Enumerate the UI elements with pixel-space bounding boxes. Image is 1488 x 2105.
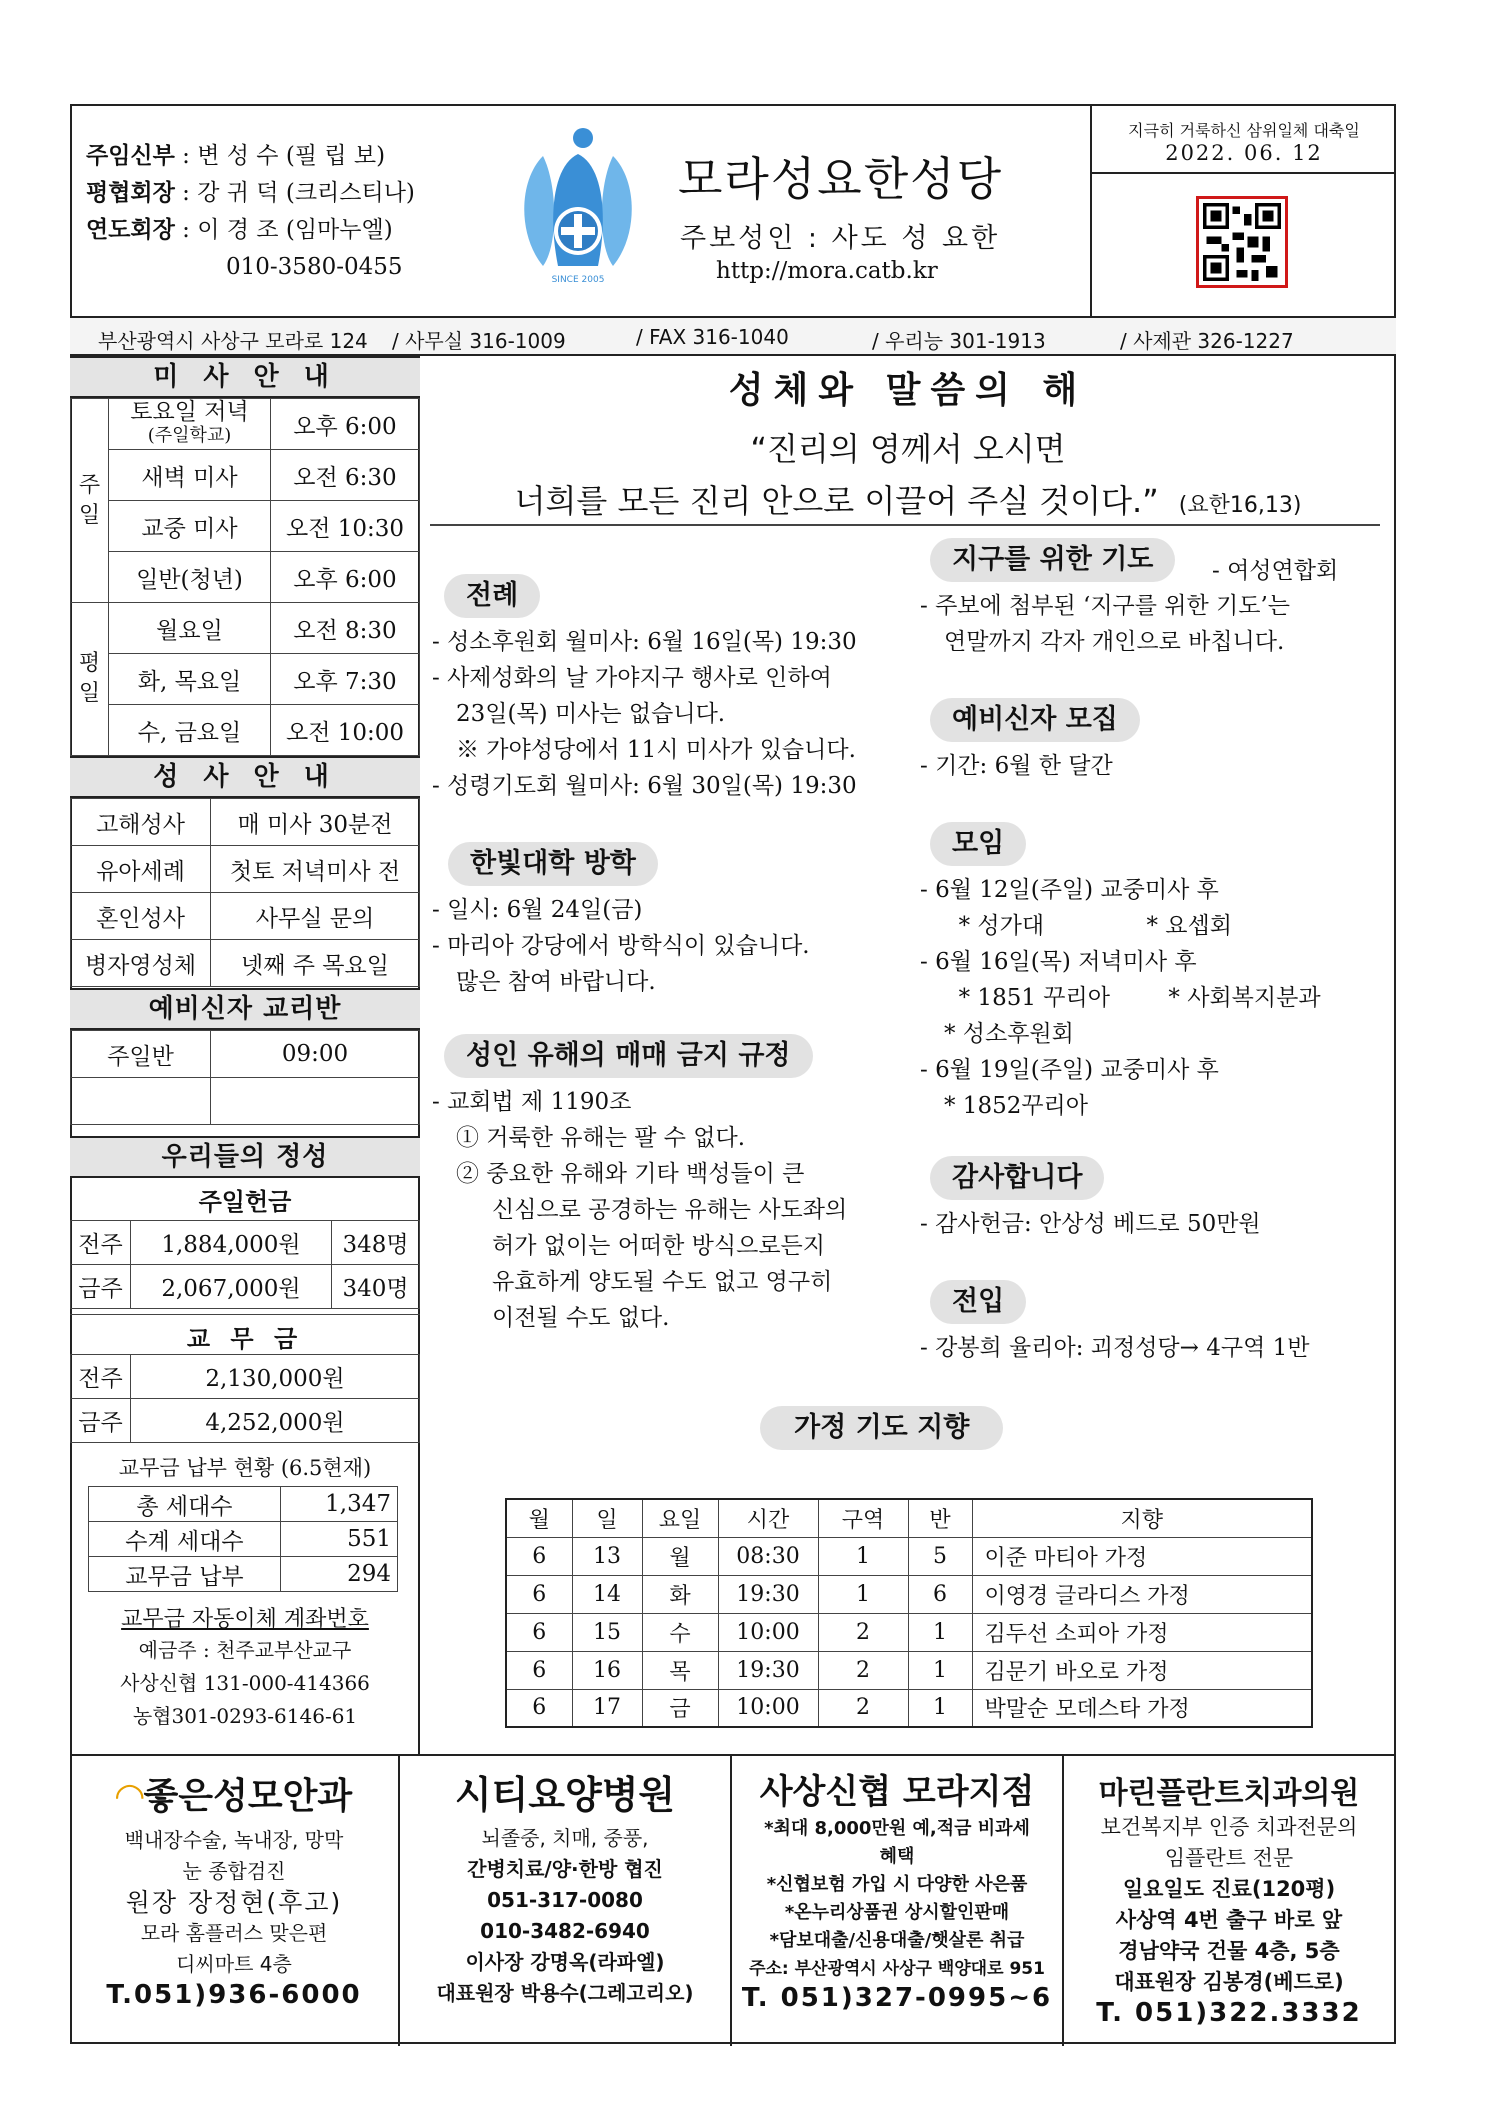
ad-title: ◠좋은성모안과 [115,1776,353,1817]
mass-heading: 미 사 안 내 [70,356,420,398]
text-line: - 성소후원회 월미사: 6월 16일(목) 19:30 [432,629,857,655]
table-row [71,1078,420,1125]
table-row [89,1487,398,1522]
divider [1090,174,1092,316]
ad-care-hospital[interactable] [400,1756,732,2046]
table-cell: 10:00 [718,1613,818,1651]
table-row [71,940,420,987]
table-row [71,603,420,654]
table-row [71,552,420,603]
clergy-row: 연도회장 : 이 경 조 (임마누엘) [86,217,393,243]
clergy-list [86,138,415,286]
table-row [71,893,420,940]
clergy-name: 이 경 조 [197,217,279,243]
clergy-saint: (크리스티나) [285,180,415,206]
qr-code-icon[interactable] [1196,196,1288,288]
ad-row [70,1754,1396,2044]
table-row [506,1689,1312,1727]
recruit-body [920,748,1113,784]
ad-line: 임플란트 전문 [1164,1846,1294,1870]
section-title-transfer: 전입 [930,1280,1026,1324]
ad-line: 경남약국 건물 4층, 5층 [1118,1939,1340,1963]
table-cell: 16 [572,1651,642,1689]
sunday-offering-table [70,1220,420,1309]
sacrament-name: 병자영성체 [71,940,211,987]
text-line: ② 중요한 유해와 기타 백성들이 큰 [456,1161,805,1187]
ad-line: *온누리상품권 상시할인판매 [784,1902,1010,1923]
ad-line: 보건복지부 인증 치과전문의 [1100,1815,1358,1839]
table-row [71,1399,420,1443]
table-cell: 1 [908,1651,972,1689]
section-title-relics: 성인 유해의 매매 금지 규정 [444,1034,813,1078]
section-title-recruit: 예비신자 모집 [930,698,1140,742]
dues-status-heading: 교무금 납부 현황 (6.5현재) [118,1456,372,1480]
table-cell: 이영경 글라디스 가정 [972,1575,1312,1613]
ad-line: 일요일도 진료(120평) [1122,1877,1336,1901]
table-row [71,1355,420,1399]
table-cell: 13 [572,1537,642,1575]
status-value: 1,347 [280,1487,397,1522]
mass-table [70,398,420,756]
mass-name: 수, 금요일 [109,705,271,756]
ad-phone: T.051)936-6000 [106,1980,362,2010]
sacrament-heading: 성 사 안 내 [70,756,420,798]
table-cell: 박말순 모데스타 가정 [972,1689,1312,1727]
dues-heading: 교 무 금 [70,1314,420,1354]
table-row [71,1031,420,1078]
clergy-row: 주임신부 : 변 성 수 (필 립 보) [86,143,386,169]
section-title-family-prayer: 가정 기도 지향 [760,1406,1003,1450]
table-row [71,1265,420,1309]
column-header: 시간 [718,1499,818,1537]
table-cell: 6 [506,1651,572,1689]
table-row [71,399,420,450]
sunday-group-label: 주 일 [71,399,109,603]
ad-dental-clinic[interactable] [1064,1756,1394,2046]
mass-name: 월요일 [109,603,271,654]
ad-phone: T. 051)327-0995~6 [741,1983,1053,2013]
parish-phone: 010-3580-0455 [226,254,403,280]
ad-line: 뇌졸중, 치매, 중풍, [481,1826,649,1850]
offering-amount: 2,067,000원 [131,1265,332,1309]
sacrament-value: 첫토 저녁미사 전 [211,846,420,893]
catechumen-table [70,1030,420,1125]
text-line: 이전될 수도 없다. [492,1305,670,1331]
status-label: 수계 세대수 [89,1522,281,1557]
table-cell: 2 [818,1689,908,1727]
thanks-body [920,1206,1261,1242]
week-label: 금주 [71,1399,131,1443]
table-cell: 1 [818,1537,908,1575]
week-label: 전주 [71,1221,131,1265]
table-cell: 15 [572,1613,642,1651]
district-prayer-by: - 여성연합회 [1212,558,1339,584]
table-cell: 목 [642,1651,718,1689]
sacrament-name: 유아세례 [71,846,211,893]
column-header: 일 [572,1499,642,1537]
left-sidebar [70,356,420,1754]
liturgy-body [432,624,857,804]
text-line: 연말까지 각자 개인으로 바칩니다. [944,629,1285,655]
account-line: 예금주 : 천주교부산교구 [138,1638,352,1662]
text-line: - 교회법 제 1190조 [432,1089,632,1115]
status-value: 294 [280,1557,397,1592]
clergy-row: 평협회장 : 강 귀 덕 (크리스티나) [86,180,415,206]
text-line: 허가 없이는 어떠한 방식으로든지 [492,1233,825,1259]
ad-line: 대표원장 박용수(그레고리오) [436,1981,694,2005]
mass-name: 교중 미사 [109,501,271,552]
rectory-phone: / 사제관 326-1227 [1120,329,1294,353]
sacrament-name: 고해성사 [71,799,211,846]
table-cell: 금 [642,1689,718,1727]
table-cell: 수 [642,1613,718,1651]
sacrament-value: 사무실 문의 [211,893,420,940]
mass-name: 일반(청년) [109,552,271,603]
date-box [1090,104,1396,174]
table-row [506,1537,1312,1575]
table-row [506,1575,1312,1613]
ad-phone: T. 051)322.3332 [1096,1998,1362,2028]
text-line: * 성가대 * 요셉회 [944,913,1232,939]
clergy-name: 변 성 수 [197,143,279,169]
text-line: * 성소후원회 [944,1021,1074,1047]
table-row [89,1522,398,1557]
family-prayer-table [505,1498,1313,1728]
table-cell: 17 [572,1689,642,1727]
district-prayer-body [920,588,1290,660]
ad-title: 마린플란트치과의원 [1098,1776,1360,1811]
week-label: 금주 [71,1265,131,1309]
text-line: - 주보에 첨부된 ‘지구를 위한 기도’는 [920,593,1291,619]
table-cell: 이준 마티아 가정 [972,1537,1312,1575]
text-line: - 강봉희 율리아: 괴정성당→ 4구역 1반 [920,1335,1310,1361]
column-header: 요일 [642,1499,718,1537]
text-line: - 일시: 6월 24일(금) [432,897,643,923]
logo-text: SINCE 2005 [551,275,605,285]
table-cell: 5 [908,1537,972,1575]
hanbit-body [432,892,810,1000]
post-phone: / 우리능 301-1913 [872,329,1046,353]
status-label: 교무금 납부 [89,1557,281,1592]
ad-line: 대표원장 김봉경(베드로) [1114,1970,1344,1994]
table-cell: 6 [506,1575,572,1613]
ad-line: *신협보험 가입 시 다양한 사은품 [766,1874,1028,1895]
ad-line: 051-317-0080 [487,1888,643,1912]
scripture-quote-line2: 너희를 모든 진리 안으로 이끌어 주실 것이다.” (요한16,13) [514,482,1302,520]
weekday-group-label: 평 일 [71,603,109,756]
clergy-role: 연도회장 [86,217,175,243]
text-line: * 1851 꾸리아 * 사회복지분과 [944,985,1321,1011]
section-title-district-prayer: 지구를 위한 기도 [930,538,1175,582]
table-cell: 1 [908,1613,972,1651]
text-line: * 1852꾸리아 [944,1093,1088,1119]
account-lines [70,1634,420,1733]
text-line: - 6월 16일(목) 저녁미사 후 [920,949,1197,975]
table-cell: 19:30 [718,1651,818,1689]
parish-logo-icon [513,126,643,286]
scripture-quote-line1: “진리의 영께서 오시면 [750,430,1066,468]
ad-title: 시티요양병원 [454,1773,676,1817]
ad-line: 이사장 강명옥(라파엘) [465,1950,665,1974]
relics-body [432,1084,847,1336]
mass-time: 오전 10:00 [271,705,420,756]
patron-saint: 주보성인 : 사도 성 요한 [680,223,1001,254]
column-header: 지향 [972,1499,1312,1537]
status-label: 총 세대수 [89,1487,281,1522]
ad-line: 혜택 [879,1846,915,1867]
clergy-role: 평협회장 [86,180,175,206]
mass-time: 오후 6:00 [271,399,420,450]
section-title-meeting: 모임 [930,822,1026,866]
text-line: 많은 참여 바랍니다. [456,969,656,995]
section-title-thanks: 감사합니다 [930,1156,1104,1200]
text-line: - 마리아 강당에서 방학식이 있습니다. [432,933,810,959]
ad-title: 사상신협 모라지점 [759,1772,1035,1812]
text-line: - 사제성화의 날 가야지구 행사로 인하여 [432,665,832,691]
table-cell: 14 [572,1575,642,1613]
ad-line: 눈 종합검진 [182,1859,286,1883]
offering-amount: 1,884,000원 [131,1221,332,1265]
table-row [71,846,420,893]
address: 부산광역시 사상구 모라로 124 [98,329,368,353]
table-row [71,799,420,846]
year-title: 성체와 말씀의 해 [728,370,1088,411]
dues-status-table [88,1486,398,1592]
table-cell: 08:30 [718,1537,818,1575]
ad-line: 원장 장정현(후고) [125,1888,343,1917]
ad-credit-union[interactable] [732,1756,1064,2046]
office-phone: / 사무실 316-1009 [392,329,566,353]
ad-line: 사상역 4번 출구 바로 앞 [1115,1908,1343,1932]
ad-line: *최대 8,000만원 예,적금 비과세 [764,1818,1030,1839]
address-bar [70,316,1396,356]
ad-line: 백내장수술, 녹내장, 망막 [124,1828,344,1852]
sacrament-value: 넷째 주 목요일 [211,940,420,987]
table-row [506,1651,1312,1689]
mass-time: 오전 6:30 [271,450,420,501]
table-row [71,705,420,756]
ad-line: 디씨마트 4층 [176,1952,292,1976]
account-line: 사상신협 131-000-414366 [120,1671,370,1695]
table-cell: 2 [818,1613,908,1651]
bulletin-date: 2022. 06. 12 [1165,141,1323,165]
status-value: 551 [280,1522,397,1557]
text-line: 신심으로 공경하는 유해는 사도좌의 [492,1197,848,1223]
sacrament-value: 매 미사 30분전 [211,799,420,846]
ad-line: *담보대출/신용대출/햇살론 취급 [769,1930,1025,1951]
account-heading: 교무금 자동이체 계좌번호 [121,1607,369,1632]
parish-name: 모라성요한성당 [678,152,1004,206]
dues-amount: 4,252,000원 [131,1399,420,1443]
table-row [71,501,420,552]
sacrament-name: 혼인성사 [71,893,211,940]
table-cell: 1 [818,1575,908,1613]
mass-name: 토요일 저녁 (주일학교) [109,399,271,450]
eye-logo-icon: ◠ [115,1776,144,1817]
column-header: 반 [908,1499,972,1537]
section-title-hanbit: 한빛대학 방학 [448,842,658,886]
ad-eye-clinic[interactable] [70,1756,400,2046]
table-row [71,1221,420,1265]
sacrament-table [70,798,420,987]
clergy-role: 주임신부 [86,143,175,169]
offering-count: 340명 [332,1265,420,1309]
text-line: 유효하게 양도될 수도 없고 영구히 [492,1269,833,1295]
catechumen-heading: 예비신자 교리반 [70,988,420,1030]
table-cell: 6 [506,1537,572,1575]
feast-name: 지극히 거룩하신 삼위일체 대축일 [1128,121,1360,140]
parish-url[interactable]: http://mora.catb.kr [716,258,938,284]
week-label: 전주 [71,1355,131,1399]
clergy-saint: (필 립 보) [285,143,386,169]
mass-time: 오전 10:30 [271,501,420,552]
clergy-name: 강 귀 덕 [197,180,279,206]
class-time: 09:00 [211,1031,420,1078]
text-line: - 6월 19일(주일) 교중미사 후 [920,1057,1219,1083]
offering-heading: 우리들의 정성 [70,1136,420,1178]
scripture-reference: (요한16,13) [1178,493,1302,518]
mass-time: 오후 6:00 [271,552,420,603]
table-row [506,1613,1312,1651]
table-cell: 6 [506,1689,572,1727]
fax: / FAX 316-1040 [636,325,789,349]
text-line: 23일(목) 미사는 없습니다. [456,701,726,727]
mass-name: 화, 목요일 [109,654,271,705]
table-cell: 2 [818,1651,908,1689]
column-header: 구역 [818,1499,908,1537]
table-cell: 월 [642,1537,718,1575]
clergy-saint: (임마누엘) [285,217,393,243]
table-row [71,450,420,501]
sunday-offering-heading: 주일헌금 [198,1188,292,1216]
dues-amount: 2,130,000원 [131,1355,420,1399]
mass-time: 오후 7:30 [271,654,420,705]
divider [430,524,1380,526]
section-title-liturgy: 전례 [444,574,540,618]
offering-count: 348명 [332,1221,420,1265]
class-name [71,1078,211,1125]
transfer-body [920,1330,1309,1366]
text-line: - 성령기도회 월미사: 6월 30일(목) 19:30 [432,773,857,799]
ad-line: 010-3482-6940 [480,1919,650,1943]
ad-line: 주소: 부산광역시 사상구 백양대로 951 [749,1959,1045,1979]
table-cell: 10:00 [718,1689,818,1727]
text-line: - 6월 12일(주일) 교중미사 후 [920,877,1219,903]
table-cell: 김두선 소피아 가정 [972,1613,1312,1651]
mass-name: 새벽 미사 [109,450,271,501]
column-header: 월 [506,1499,572,1537]
table-cell: 6 [908,1575,972,1613]
table-cell: 1 [908,1689,972,1727]
text-line: - 감사헌금: 안상성 베드로 50만원 [920,1211,1261,1237]
mass-time: 오전 8:30 [271,603,420,654]
ad-line: 모라 홈플러스 맞은편 [140,1921,328,1945]
text-line: ※ 가야성당에서 11시 미사가 있습니다. [456,737,856,763]
class-time [211,1078,420,1125]
text-line: - 기간: 6월 한 달간 [920,753,1113,779]
account-line: 농협301-0293-6146-61 [132,1704,358,1728]
meeting-body [920,872,1321,1124]
text-line: ① 거룩한 유해는 팔 수 없다. [456,1125,746,1151]
ad-line: 간병치료/양·한방 협진 [467,1857,663,1881]
table-cell: 6 [506,1613,572,1651]
table-row [71,654,420,705]
table-header-row [506,1499,1312,1537]
class-name: 주일반 [71,1031,211,1078]
table-cell: 화 [642,1575,718,1613]
dues-table [70,1354,420,1443]
table-row [89,1557,398,1592]
table-cell: 김문기 바오로 가정 [972,1651,1312,1689]
table-cell: 19:30 [718,1575,818,1613]
